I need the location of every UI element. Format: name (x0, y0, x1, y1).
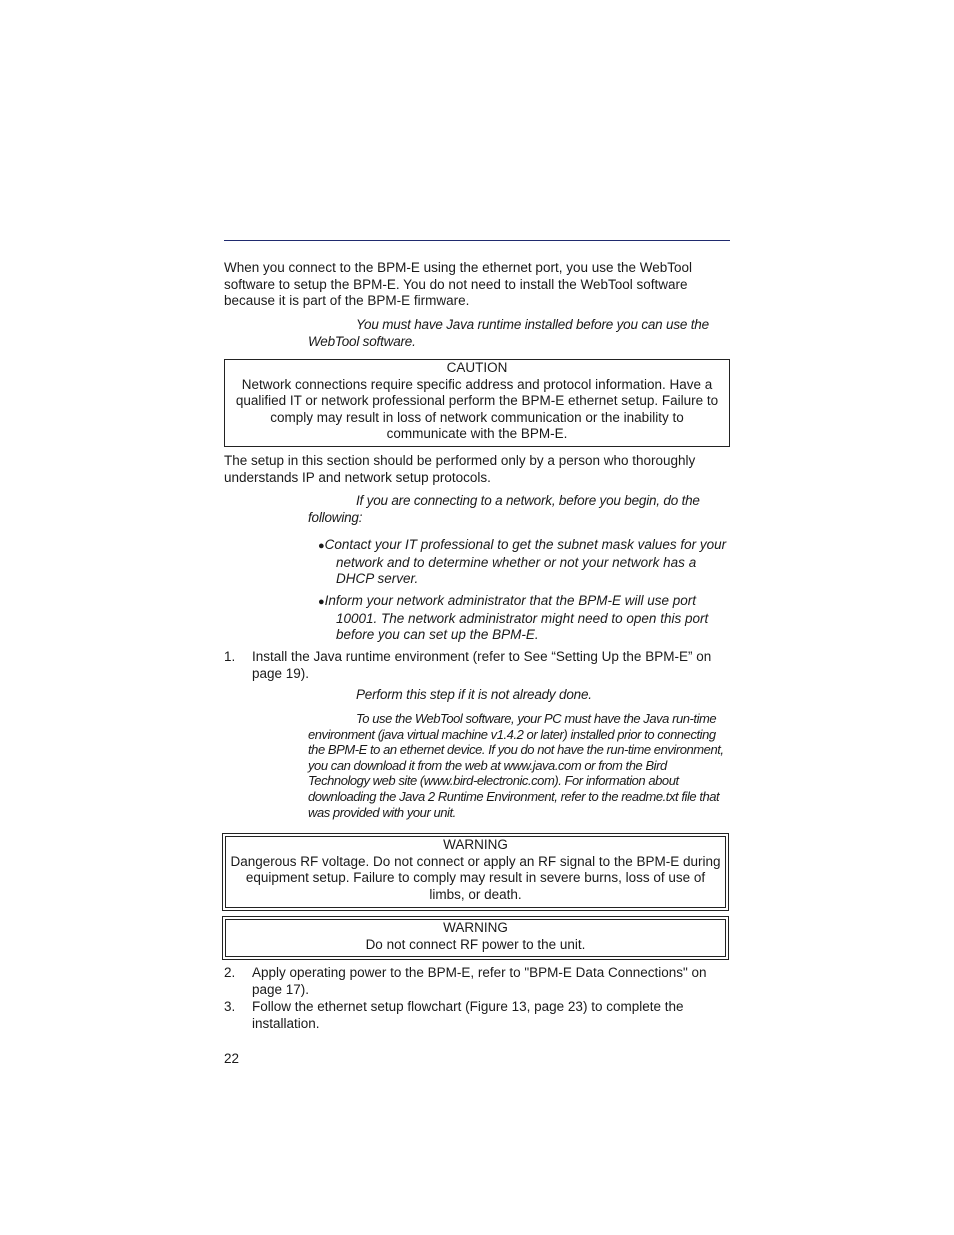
warning-title: WARNING (443, 837, 508, 852)
step-number: 1. (224, 649, 236, 664)
step-item (224, 965, 730, 998)
warning-text: Do not connect RF power to the unit. (365, 936, 586, 952)
bullet-text: Contact your IT professional to get the subnet mask values for your network and to determine whether or not your network has a DHCP server. (324, 537, 727, 586)
note-network-text: If you are connecting to a network, before you begin, do the following: (308, 493, 700, 525)
setup-paragraph: The setup in this section should be performed only by a person who thoroughly understands IP and network setup protocols. (224, 453, 696, 485)
warning-box-rf-voltage (222, 833, 729, 911)
page-number: 22 (224, 1051, 240, 1066)
note-webtool-java-text: To use the WebTool software, your PC must have the Java run-time environment (java virtual machine v1.4.2 or later) installed prior to connecting the BPM-E to an ethernet device. If you do not have the run-time environment, you can download it from the web at www.java.com or from the Bird Technology web site (www.bird-electronic.com). For information about downloading the Java 2 Runtime Environment, refer to the readme.txt file that was provided with your unit. (308, 711, 724, 820)
caution-text: Network connections require specific address and protocol information. Have a qualified IT or network professional perform the BPM-E ethernet setup. Failure to comply may result in loss of network communication or the inability to communicate with the BPM-E. (235, 376, 719, 441)
bullet-dot-icon: ● (318, 596, 325, 608)
note-java-required (308, 317, 730, 350)
caution-box (224, 359, 730, 447)
step-item (224, 649, 730, 682)
warning-box-rf-power (222, 916, 729, 960)
header-rule (224, 240, 730, 241)
note-perform-step-text: Perform this step if it is not already done. (356, 687, 592, 702)
note-network (308, 493, 730, 526)
bullet-item (308, 537, 730, 588)
bullet-item (308, 593, 730, 644)
warning-text: Dangerous RF voltage. Do not connect or apply an RF signal to the BPM-E during equipment setup. Failure to comply may result in severe burns, loss of use of limbs, or death. (230, 853, 721, 902)
step-text: Apply operating power to the BPM-E, refer to "BPM-E Data Connections" on page 17). (252, 965, 707, 997)
step-number: 3. (224, 999, 236, 1014)
note-java-required-text: You must have Java runtime installed before you can use the WebTool software. (308, 317, 709, 349)
note-webtool-java (308, 711, 730, 820)
intro-paragraph: When you connect to the BPM-E using the ethernet port, you use the WebTool software to setup the BPM-E. You do not need to install the WebTool software because it is part of the BPM-E firmware. (224, 260, 693, 308)
step-item (224, 999, 730, 1032)
note-perform-step (308, 687, 730, 704)
bullet-dot-icon: ● (318, 540, 325, 552)
warning-title: WARNING (443, 920, 508, 935)
step-text: Install the Java runtime environment (refer to See “Setting Up the BPM-E” on page 19). (252, 649, 712, 681)
step-number: 2. (224, 965, 236, 980)
bullet-text: Inform your network administrator that the BPM-E will use port 10001. The network administrator might need to open this port before you can set up the BPM-E. (324, 593, 709, 642)
caution-title: CAUTION (446, 360, 508, 375)
step-text: Follow the ethernet setup flowchart (Figure 13, page 23) to complete the installation. (252, 999, 684, 1031)
